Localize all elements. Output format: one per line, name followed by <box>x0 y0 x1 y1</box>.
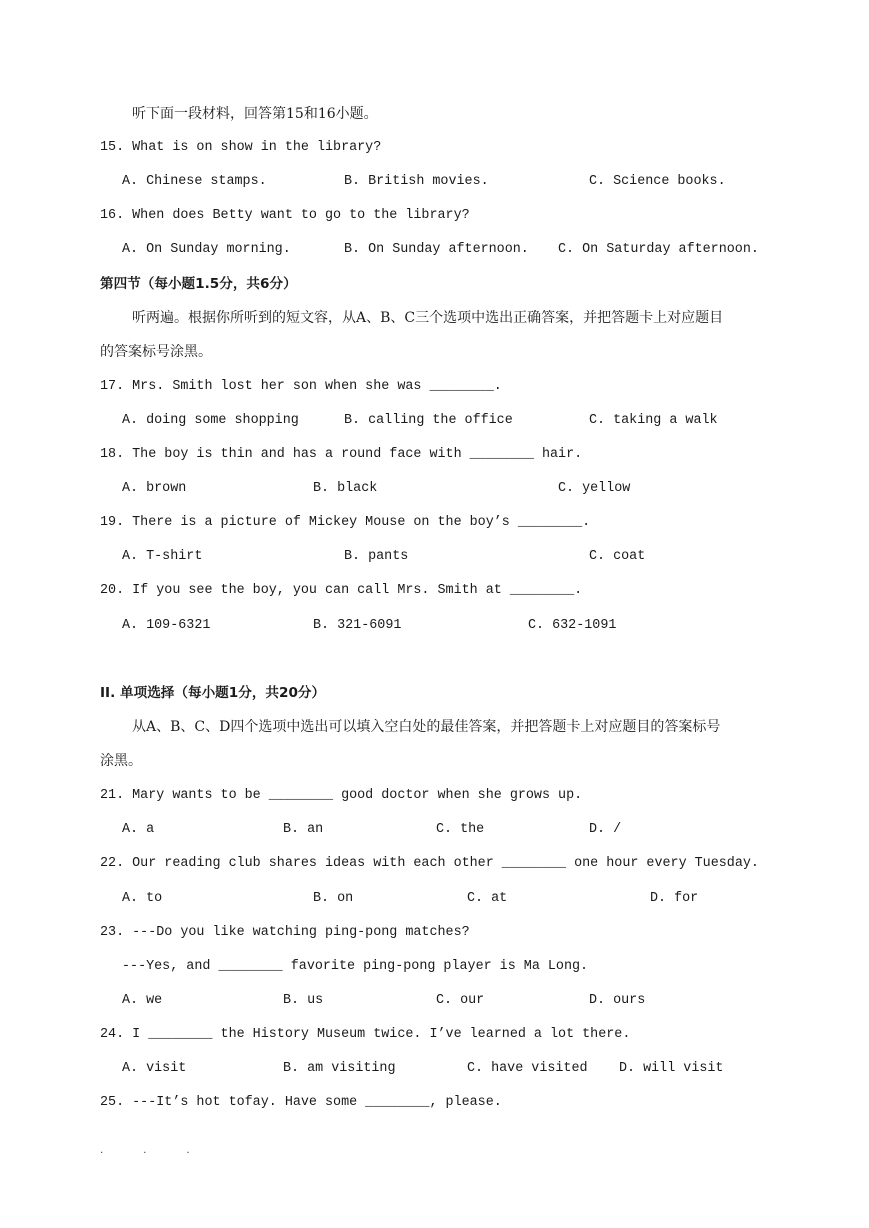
part2-instruction-line1: 从A、B、C、D四个选项中选出可以填入空白处的最佳答案，并把答题卡上对应题目的答案标号 <box>132 719 721 735</box>
option-a: A. we <box>122 993 163 1008</box>
question-17-stem: 17. Mrs. Smith lost her son when she was ________. <box>100 379 502 394</box>
option-d: D. for <box>650 891 699 906</box>
option-c: C. coat <box>589 549 646 564</box>
mark: . <box>186 1145 230 1156</box>
option-b: B. black <box>313 481 378 496</box>
option-b: B. On Sunday afternoon. <box>344 242 529 257</box>
question-21-options <box>0 813 869 847</box>
option-a: A. 109-6321 <box>122 618 211 633</box>
option-c: C. yellow <box>558 481 631 496</box>
option-b: B. 321-6091 <box>313 618 402 633</box>
option-a: A. brown <box>122 481 187 496</box>
option-a: A. visit <box>122 1061 187 1076</box>
question-23-stem: 23. ---Do you like watching ping-pong matches? <box>100 925 470 940</box>
question-18-options <box>0 472 869 506</box>
question-22-options <box>0 882 869 916</box>
option-d: D. ours <box>589 993 646 1008</box>
mark: . <box>100 1145 144 1156</box>
option-a: A. T-shirt <box>122 549 203 564</box>
option-a: A. a <box>122 822 155 837</box>
option-a: A. to <box>122 891 163 906</box>
option-b: B. pants <box>344 549 409 564</box>
option-c: C. On Saturday afternoon. <box>558 242 759 257</box>
question-15-options <box>0 165 869 199</box>
option-c: C. the <box>436 822 485 837</box>
question-20-stem: 20. If you see the boy, you can call Mrs. Smith at ________. <box>100 583 583 598</box>
question-23-stem-reply: ---Yes, and ________ favorite ping-pong player is Ma Long. <box>122 959 589 974</box>
question-16-stem: 16. When does Betty want to go to the library? <box>100 208 470 223</box>
option-c: C. taking a walk <box>589 413 718 428</box>
section4-heading: 第四节（每小题1.5分，共6分） <box>100 276 297 292</box>
section3-intro: 听下面一段材料，回答第15和16小题。 <box>132 106 378 122</box>
option-b: B. an <box>283 822 324 837</box>
cut-off-line-marks <box>100 1145 230 1156</box>
question-15-stem: 15. What is on show in the library? <box>100 140 382 155</box>
option-c: C. at <box>467 891 508 906</box>
option-c: C. 632-1091 <box>528 618 617 633</box>
question-24-options <box>0 1052 869 1086</box>
option-a: A. doing some shopping <box>122 413 299 428</box>
option-c: C. Science books. <box>589 174 726 189</box>
option-b: B. calling the office <box>344 413 513 428</box>
question-16-options <box>0 233 869 267</box>
question-19-stem: 19. There is a picture of Mickey Mouse on the boy’s ________. <box>100 515 591 530</box>
option-c: C. have visited <box>467 1061 588 1076</box>
question-21-stem: 21. Mary wants to be ________ good doctor when she grows up. <box>100 788 583 803</box>
question-25-stem: 25. ---It’s hot tofay. Have some ________, please. <box>100 1095 502 1110</box>
question-22-stem: 22. Our reading club shares ideas with each other ________ one hour every Tuesday. <box>100 856 759 871</box>
question-20-options <box>0 609 869 643</box>
question-19-options <box>0 540 869 574</box>
part2-heading: II. 单项选择（每小题1分，共20分） <box>100 685 326 701</box>
question-23-options <box>0 984 869 1018</box>
question-18-stem: 18. The boy is thin and has a round face with ________ hair. <box>100 447 583 462</box>
option-b: B. us <box>283 993 324 1008</box>
part2-instruction-line2: 涂黑。 <box>100 753 142 769</box>
question-24-stem: 24. I ________ the History Museum twice. I’ve learned a lot there. <box>100 1027 631 1042</box>
section4-instruction-line2: 的答案标号涂黑。 <box>100 344 212 360</box>
section4-instruction-line1: 听两遍。根据你所听到的短文容，从A、B、C三个选项中选出正确答案，并把答题卡上对应题目 <box>132 310 724 326</box>
mark: . <box>143 1145 187 1156</box>
option-a: A. On Sunday morning. <box>122 242 291 257</box>
option-b: B. British movies. <box>344 174 489 189</box>
option-a: A. Chinese stamps. <box>122 174 267 189</box>
option-b: B. am visiting <box>283 1061 396 1076</box>
option-b: B. on <box>313 891 354 906</box>
option-c: C. our <box>436 993 485 1008</box>
option-d: D. will visit <box>619 1061 724 1076</box>
question-17-options <box>0 404 869 438</box>
option-d: D. / <box>589 822 622 837</box>
